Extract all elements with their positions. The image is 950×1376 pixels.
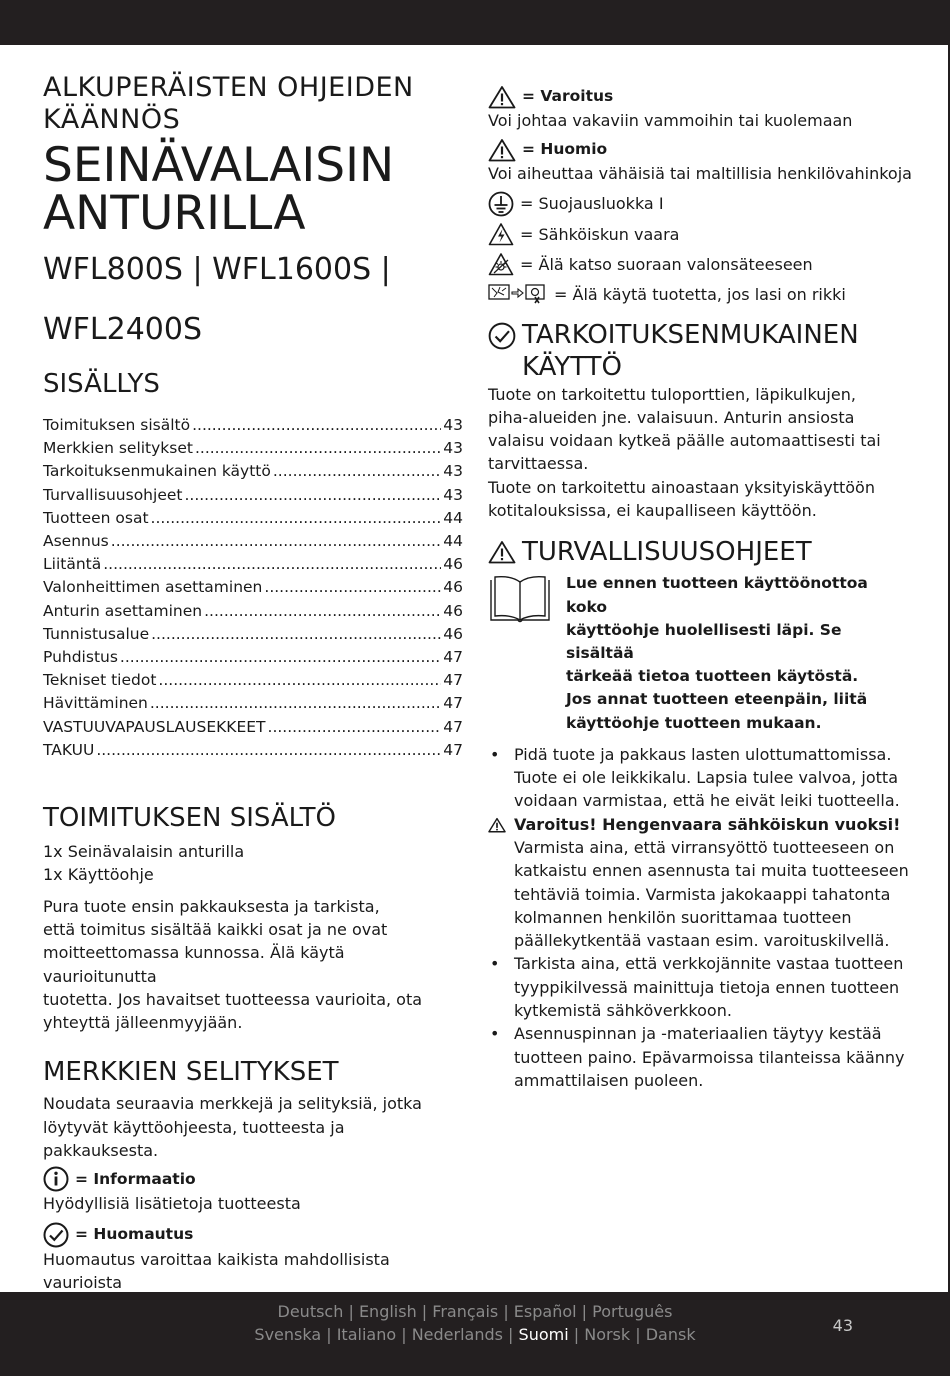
list-item: • Tarkista aina, että verkkojännite vastaa tuotteen tyyppikilvessä mainittuja tietoja ennen tuotteen kytkemistä sähköverkkoon. <box>490 954 904 1021</box>
toc-entry <box>43 739 463 762</box>
contents-heading: TOIMITUKSEN SISÄLTÖ <box>43 803 336 834</box>
toc-entry-page: 47 <box>443 648 463 667</box>
language-link: Suomi <box>518 1325 569 1344</box>
toc-entry <box>43 623 463 646</box>
toc-entry <box>43 646 463 669</box>
toc-entry-title: Tarkoituksenmukainen käyttö <box>43 462 271 481</box>
list-item: • Asennuspinnan ja -materiaalien täytyy kestää tuotteen paino. Epävarmoissa tilanteissa käänny ammattilaisen puoleen. <box>490 1024 905 1090</box>
toc-entry-page: 43 <box>443 416 463 434</box>
symbol-note: = Huomautus <box>43 1222 463 1248</box>
left-column: ALKUPERÄISTEN OHJEIDEN KÄÄNNÖS SEINÄVALAISIN ANTURILLA WFL800S | WFL1600S | WFL2400S SISÄLLYS Toimituksen sisältö ..... 43 Merkkien selitykset ..... 43 Tarkoituksenmukainen käyttö ..... 43 Turvallisuusohjeet ..... 43 Tuotteen osat ..... 44 Asennus ..... 44 Liitäntä ..... 46 Valonheittimen asettaminen ..... 46 Anturin asettaminen ..... 46 Tunnistusalue ..... 46 Puhdistus ..... 47 Tekniset tiedot ..... 47 Hävittäminen ..... 47 VASTUUVAPAUSLAUSEKKEET ..... 47 TAKUU ..... 47 TOIMITUKSEN SISÄLTÖ 1x Seinävalaisin anturilla 1x Käyttöohje Pura tuote ensin pakkauksesta ja tarkista, että toimitus sisältää kaikki osat ja ne ovat moitteettomassa kunnossa. Älä käytä vaurioitunutta tuotetta. Jos havaitset tuotteessa vaurioita, ota yhteyttä jälleenmyyjään. MERKKIEN SELITYKSET Noudata seuraavia merkkejä ja selityksiä, jotka löytyvät käyttöohjeesta, tuotteesta ja pakkauksesta. = Informaatio Hyödyllisiä lisätietoja tuotteesta = Huomautus Huomautus varoittaa kaikista mahdollisista vaurioista <box>43 72 463 1294</box>
book-icon <box>488 574 552 626</box>
symbol-caution: = Huomio <box>488 137 912 162</box>
warning-description: Voi johtaa vakaviin vammoihin tai kuolemaan <box>488 111 853 130</box>
toc-leader-dots <box>96 739 441 762</box>
toc-entry <box>43 669 463 692</box>
warning-triangle-icon <box>488 85 516 109</box>
info-icon <box>43 1166 69 1192</box>
read-manual-notice: Lue ennen tuotteen käyttöönottoa koko käyttöohje huolellisesti läpi. Se sisältää tärkeää tietoa tuotteen käytöstä. Jos annat tuotteen eteenpäin, liitä käyttöohje tuotteen mukaan. <box>488 572 912 734</box>
toc-entry <box>43 507 463 530</box>
language-link: Italiano <box>336 1325 397 1344</box>
broken-glass-icon <box>488 283 548 305</box>
toc-entry-page: 43 <box>443 462 463 481</box>
toc-entry-page: 43 <box>443 439 463 458</box>
toc-entry-page: 46 <box>443 601 463 620</box>
toc-entry-page: 46 <box>443 555 463 574</box>
earth-ground-icon <box>488 191 514 217</box>
safety-list <box>488 743 912 1092</box>
language-link: Português <box>592 1302 673 1321</box>
symbol-protection-class: = Suojausluokka I <box>488 191 912 217</box>
toc-entry <box>43 484 463 507</box>
toc-entry-title: TAKUU <box>43 740 95 759</box>
toc-leader-dots <box>204 600 441 623</box>
symbols-intro: Noudata seuraavia merkkejä ja selityksiä, jotka löytyvät käyttöohjeesta, tuotteesta ja pakkauksesta. <box>43 1094 422 1161</box>
toc-entry <box>43 530 463 553</box>
symbol-broken-glass: = Älä käytä tuotetta, jos lasi on rikki <box>488 282 912 307</box>
toc-entry <box>43 553 463 576</box>
language-separator: | <box>321 1325 337 1344</box>
language-link: Svenska <box>254 1325 322 1344</box>
language-list-row-2 <box>0 1325 950 1344</box>
toc-entry <box>43 716 463 739</box>
toc-entry-page: 46 <box>443 578 463 597</box>
toc-entry-page: 44 <box>443 508 463 527</box>
toc-entry-title: Merkkien selitykset <box>43 439 193 458</box>
toc-entry <box>43 414 463 437</box>
symbol-light-beam: = Älä katso suoraan valonsäteeseen <box>488 252 912 277</box>
intended-use-text: Tuote on tarkoitettu tuloporttien, läpikulkujen, piha-alueiden jne. valaisuun. Anturin ansiosta valaisu voidaan kytkeä päälle automaattisesti tai tarvittaessa. Tuote on tarkoitettu ainoastaan yksityiskäyttöön kotitalouksissa, ei kaupalliseen käyttöön. <box>488 384 881 521</box>
symbol-electric-shock: = Sähköiskun vaara <box>488 222 912 247</box>
toc-leader-dots <box>268 716 442 739</box>
caution-triangle-icon <box>488 138 516 162</box>
info-description: Hyödyllisiä lisätietoja tuotteesta <box>43 1194 301 1214</box>
list-item: • Pidä tuote ja pakkaus lasten ulottumattomissa. Tuote ei ole leikkikalu. Lapsia tulee valvoa, jotta voidaan varmistaa, että he eivät leiki tuotteella. <box>490 744 900 811</box>
list-item: Varoitus! Hengenvaara sähköiskun vuoksi! Varmista aina, että virransyöttö tuotteeseen on katkaistu ennen asennusta tai muita tuotteeseen tehtäviä toimia. Varmista jakokaappi tahatonta kolmannen henkilön suorittamaa tuotteen päällekytkentää vastaan esim. varoituskilvellä. <box>488 813 912 953</box>
toc-leader-dots <box>192 414 441 437</box>
original-instructions-label: ALKUPERÄISTEN OHJEIDEN KÄÄNNÖS <box>43 72 414 135</box>
language-link: Dansk <box>645 1325 696 1344</box>
electric-shock-icon <box>488 222 514 246</box>
language-separator: | <box>498 1302 514 1321</box>
toc-entry-page: 47 <box>443 717 463 736</box>
toc-entry <box>43 460 463 483</box>
language-link: English <box>358 1302 417 1321</box>
toc-entry-title: Tekniset tiedot <box>43 671 157 690</box>
contents-list <box>43 840 463 887</box>
language-link: Français <box>432 1302 499 1321</box>
right-column <box>488 84 912 1092</box>
top-bar <box>0 0 950 45</box>
toc-entry-title: Toimituksen sisältö <box>43 416 191 434</box>
language-list-row-1 <box>0 1302 950 1321</box>
toc-entry <box>43 692 463 715</box>
symbol-info: = Informaatio <box>43 1166 463 1192</box>
toc-leader-dots <box>120 646 441 669</box>
toc-leader-dots <box>151 623 441 646</box>
toc-entry-title: Puhdistus <box>43 648 118 667</box>
toc-leader-dots <box>150 692 441 715</box>
model-numbers: WFL800S | WFL1600S | WFL2400S <box>43 252 391 347</box>
table-of-contents <box>43 414 463 762</box>
language-separator: | <box>343 1302 359 1321</box>
toc-entry-page: 44 <box>443 532 463 551</box>
symbol-warning: = Varoitus <box>488 84 912 109</box>
toc-entry-page: 47 <box>443 694 463 713</box>
toc-entry-title: Anturin asettaminen <box>43 601 203 620</box>
toc-entry-title: Tuotteen osat <box>43 508 149 527</box>
warning-triangle-icon <box>488 816 506 839</box>
language-separator: | <box>576 1302 593 1321</box>
warning-triangle-icon <box>488 540 516 564</box>
language-separator: | <box>630 1325 646 1344</box>
toc-leader-dots <box>158 669 441 692</box>
caution-description: Voi aiheuttaa vähäisiä tai maltillisia henkilövahinkoja <box>488 164 912 184</box>
language-link: Nederlands <box>411 1325 503 1344</box>
toc-leader-dots <box>195 437 441 460</box>
note-description: Huomautus varoittaa kaikista mahdollisista <box>43 1249 390 1269</box>
toc-leader-dots <box>151 507 442 530</box>
toc-heading: SISÄLLYS <box>43 369 160 399</box>
toc-entry-page: 47 <box>443 740 463 759</box>
list-item: 1x Käyttöohje <box>43 865 154 885</box>
toc-entry-page: 46 <box>443 624 463 643</box>
language-separator: | <box>502 1325 519 1344</box>
toc-entry <box>43 576 463 599</box>
intended-use-heading: TARKOITUKSENMUKAINEN KÄYTTÖ <box>488 319 912 383</box>
checkmark-icon <box>488 322 516 350</box>
language-separator: | <box>568 1325 585 1344</box>
language-separator: | <box>416 1302 433 1321</box>
contents-text: Pura tuote ensin pakkauksesta ja tarkista, että toimitus sisältää kaikki osat ja ne ovat moitteettomassa kunnossa. Älä käytä vaurioitunutta tuotetta. Jos havaitset tuotteessa vaurioita, ota yhteyttä jälleenmyyjään. <box>43 896 423 1033</box>
toc-leader-dots <box>103 553 441 576</box>
toc-entry-title: Tunnistusalue <box>43 624 150 643</box>
toc-entry-page: 43 <box>443 485 463 504</box>
toc-entry-title: Valonheittimen asettaminen <box>43 578 263 597</box>
toc-entry-title: VASTUUVAPAUSLAUSEKKEET <box>43 717 266 736</box>
language-separator: | <box>396 1325 412 1344</box>
toc-entry-title: Asennus <box>43 532 109 551</box>
toc-leader-dots <box>111 530 442 553</box>
toc-entry <box>43 600 463 623</box>
product-title: SEINÄVALAISIN ANTURILLA <box>43 138 395 241</box>
language-link: Español <box>513 1302 577 1321</box>
toc-entry-title: Hävittäminen <box>43 694 148 713</box>
toc-entry-title: Turvallisuusohjeet <box>43 485 183 504</box>
toc-leader-dots <box>264 576 441 599</box>
toc-entry-page: 47 <box>443 671 463 690</box>
safety-heading: TURVALLISUUSOHJEET <box>488 536 912 568</box>
symbols-heading: MERKKIEN SELITYKSET <box>43 1057 339 1088</box>
light-beam-warning-icon <box>488 252 514 276</box>
language-link: Deutsch <box>277 1302 344 1321</box>
toc-leader-dots <box>273 460 441 483</box>
list-item: 1x Seinävalaisin anturilla <box>43 842 245 862</box>
toc-leader-dots <box>184 484 441 507</box>
toc-entry-title: Liitäntä <box>43 555 102 574</box>
toc-entry <box>43 437 463 460</box>
language-link: Norsk <box>584 1325 631 1344</box>
checkmark-icon <box>43 1222 69 1248</box>
page-number: 43 <box>832 1316 853 1335</box>
